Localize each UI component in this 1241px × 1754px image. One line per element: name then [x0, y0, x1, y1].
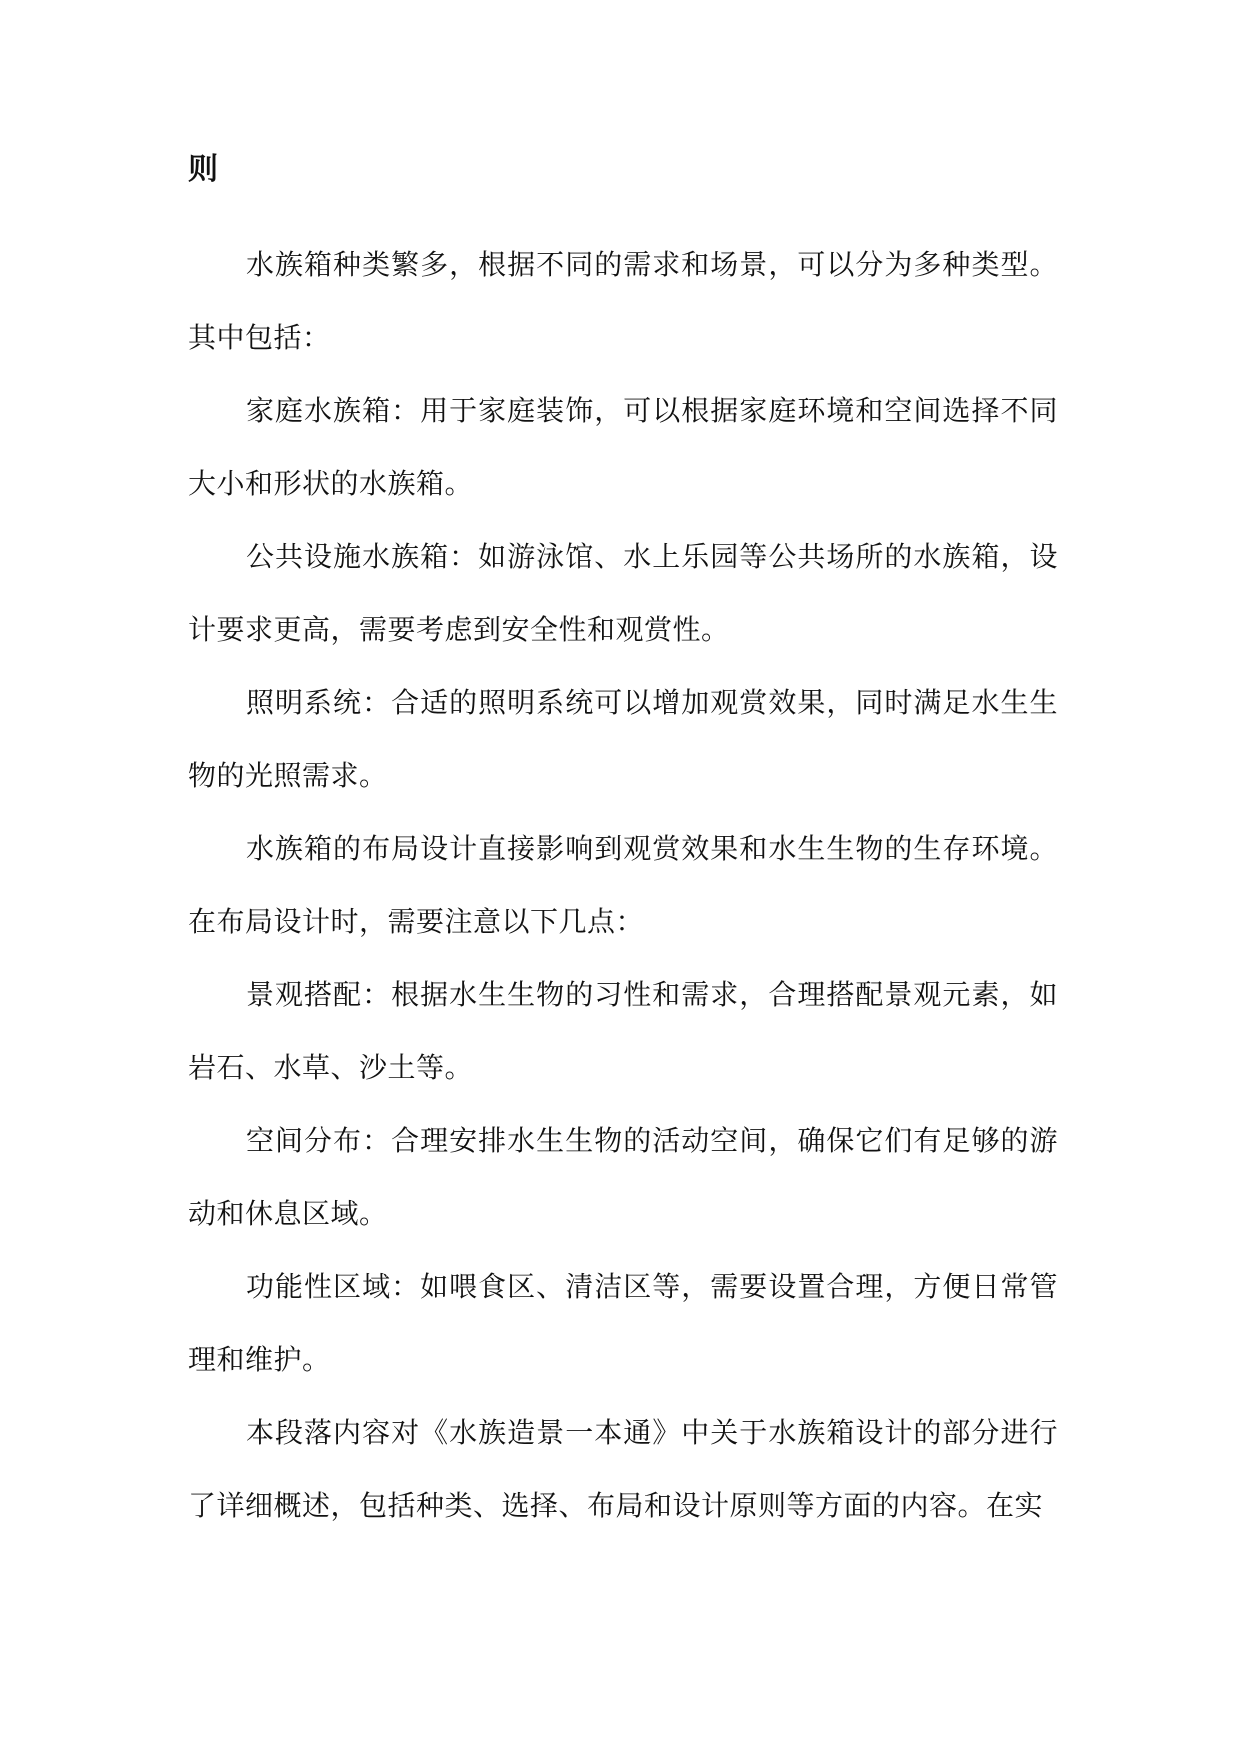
section-heading: 则 [188, 152, 218, 187]
paragraph-home-aquarium: 家庭水族箱：用于家庭装饰，可以根据家庭环境和空间选择不同大小和形状的水族箱。 [188, 394, 1058, 500]
paragraph-aquarium-types: 水族箱种类繁多，根据不同的需求和场景，可以分为多种类型。其中包括： [188, 248, 1058, 354]
paragraph-space-distribution: 空间分布：合理安排水生生物的活动空间，确保它们有足够的游动和休息区域。 [188, 1124, 1058, 1230]
paragraph-layout-design: 水族箱的布局设计直接影响到观赏效果和水生生物的生存环境。在布局设计时，需要注意以下几点： [188, 832, 1058, 938]
paragraph-landscape-matching: 景观搭配：根据水生生物的习性和需求，合理搭配景观元素，如岩石、水草、沙土等。 [188, 978, 1058, 1084]
paragraph-functional-areas: 功能性区域：如喂食区、清洁区等，需要设置合理，方便日常管理和维护。 [188, 1270, 1058, 1376]
document-body [188, 140, 1058, 1542]
paragraph-public-aquarium: 公共设施水族箱：如游泳馆、水上乐园等公共场所的水族箱，设计要求更高，需要考虑到安全性和观赏性。 [188, 540, 1058, 646]
paragraph-summary: 本段落内容对《水族造景一本通》中关于水族箱设计的部分进行了详细概述，包括种类、选择、布局和设计原则等方面的内容。在实 [188, 1416, 1058, 1522]
paragraph-lighting-system: 照明系统：合适的照明系统可以增加观赏效果，同时满足水生生物的光照需求。 [188, 686, 1058, 792]
